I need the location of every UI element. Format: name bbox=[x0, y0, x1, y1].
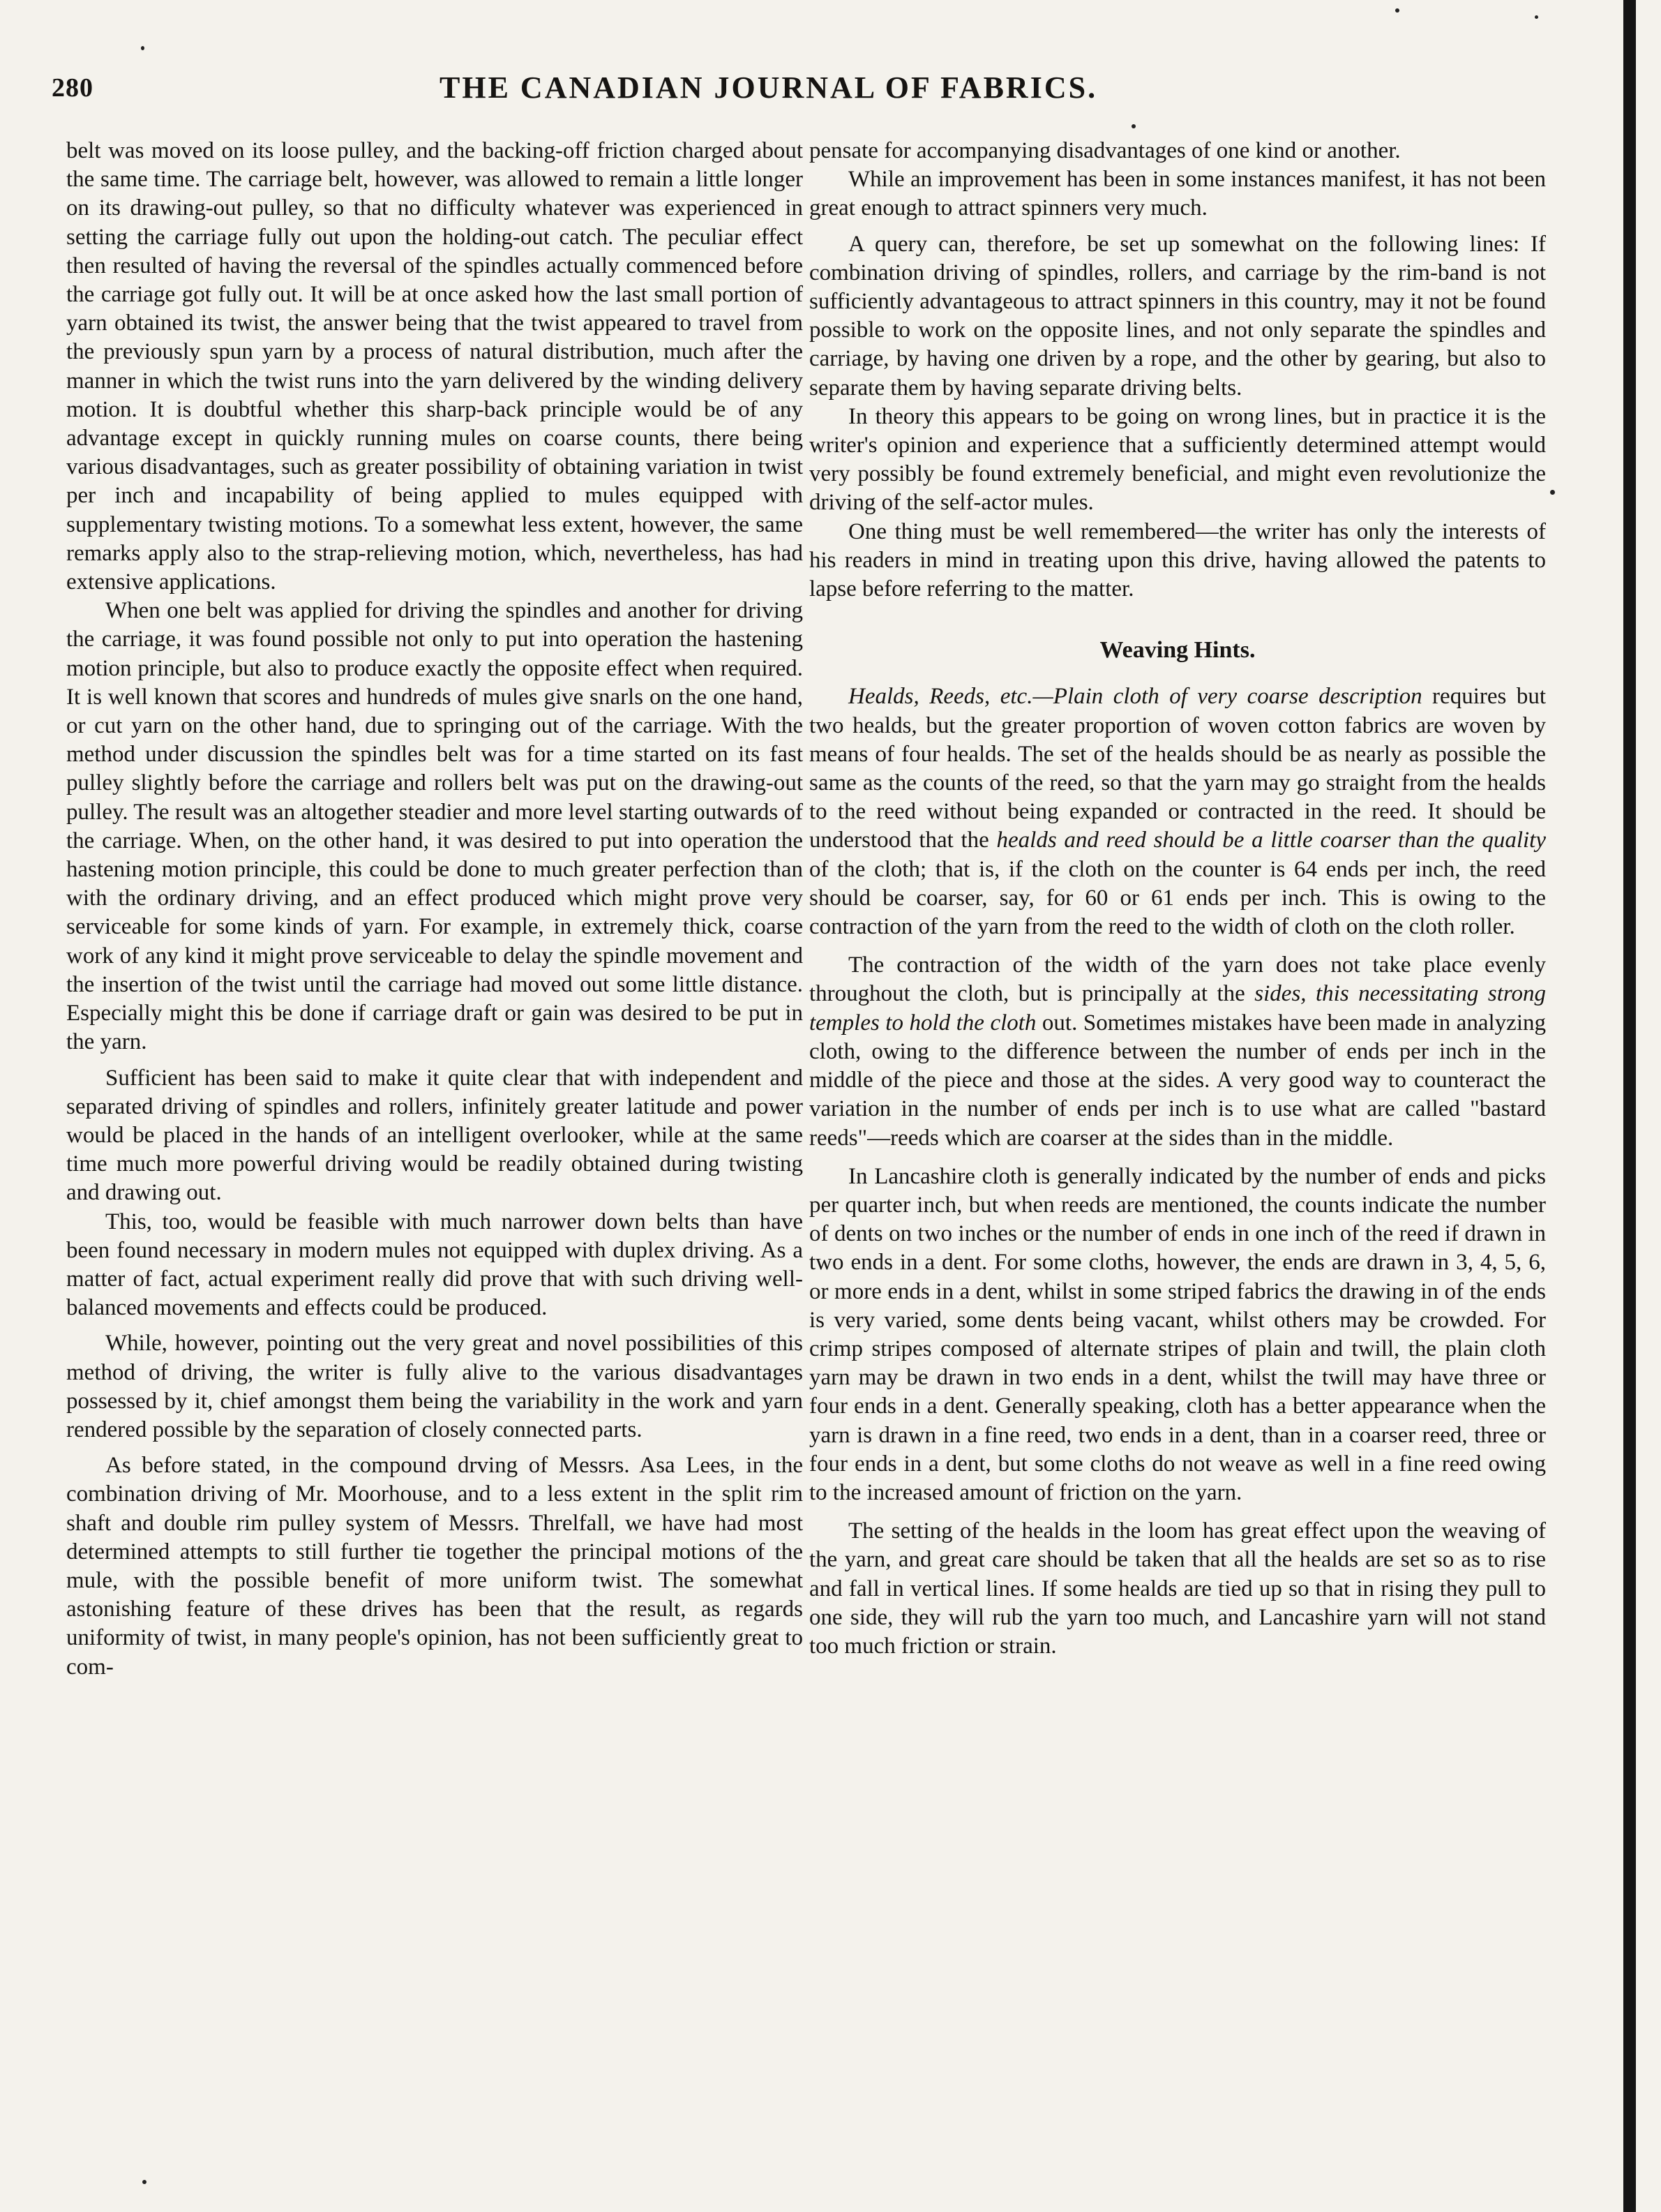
paragraph: In theory this appears to be going on wrong lines, but in practice it is the writer's opinion and experience that a sufficiently determined attempt would very possibly be found extremely beneficial, and might even revolutionize the driving of the self-actor mules. bbox=[809, 403, 1546, 516]
section-heading: Weaving Hints. bbox=[1099, 637, 1256, 664]
paragraph: Sufficient has been said to make it quite clear that with independent and separated driving of spindles and rollers, infinitely greater latitude and power would be placed in the hands of an intelligent overlooker, while at the same time much more powerful driving would be readily obtained during twisting and drawing out. bbox=[66, 1065, 803, 1206]
running-head: THE CANADIAN JOURNAL OF FABRICS. bbox=[439, 70, 1098, 105]
paragraph: While an improvement has been in some instances manifest, it has not been great enough to attract spinners very much. bbox=[809, 167, 1546, 221]
paragraph-text: out. Sometimes mistakes have been made in analyzing cloth, owing to the difference between the number of ends per inch in the middle of the piece and those at the sides. A very good way to counteract the variation in the number of ends per inch is to use what are called "bastard reeds"—reeds which are coarser at the sides than in the middle. bbox=[809, 1010, 1546, 1151]
right-column bbox=[809, 137, 1546, 2181]
paragraph: When one belt was applied for driving the spindles and another for driving the carriage, it was found possible not only to put into operation the hastening motion principle, but also to produce exactly the opposite effect when required. It is well known that scores and hundreds of mules give snarls on the one hand, or cut yarn on the other hand, due to springing out of the carriage. With the method under discussion the spindles belt was for a time started on its fast pulley slightly before the carriage and rollers belt was put on the drawing-out pulley. The result was an altogether steadier and more level starting outwards of the carriage. When, on the other hand, it was desired to put into operation the hastening motion principle, this could be done to much greater perfection than with the ordinary driving, and an effect produced which might prove very serviceable for some kinds of yarn. For example, in extremely thick, coarse work of any kind it might prove serviceable to delay the spindle movement and the insertion of the twist until the carriage had moved out some little distance. Especially might this be done if carriage draft or gain was desired to be put in the yarn. bbox=[66, 598, 803, 1055]
run-in-heading: Healds, Reeds, etc.— bbox=[848, 684, 1053, 710]
paragraph: As before stated, in the compound drving of Messrs. Asa Lees, in the combination driving of Mr. Moorhouse, and to a less extent in the split rim shaft and double rim pulley system of Messrs. Threlfall, we have had most determined attempts to still further tie together the principal motions of the mule, with the possible benefit of more uniform twist. The somewhat astonishing feature of these drives has been that the result, as regards uniformity of twist, in many people's opinion, has not been sufficiently great to com- bbox=[66, 1453, 803, 1680]
paragraph: While, however, pointing out the very great and novel possibilities of this method of driving, the writer is fully alive to the various disadvantages possessed by it, chief amongst them being the variability in the work and yarn rendered possible by the separation of closely connected parts. bbox=[66, 1331, 803, 1442]
italic-text: Plain cloth of very coarse description bbox=[1053, 684, 1422, 710]
print-speck bbox=[1132, 124, 1136, 128]
print-speck bbox=[142, 2180, 146, 2184]
paragraph-healds bbox=[809, 682, 1546, 941]
paragraph-text: The contraction of the width of the yarn does not take place evenly throughout the cloth, but is principally at the bbox=[809, 952, 1546, 1007]
paragraph: One thing must be well remembered—the writer has only the interests of his readers in mind in treating upon this drive, having allowed the patents to lapse before referring to the matter. bbox=[809, 518, 1546, 602]
print-speck bbox=[1395, 8, 1399, 13]
paragraph: pensate for accompanying disadvantages of one kind or another. bbox=[809, 138, 1401, 163]
print-speck bbox=[1550, 490, 1555, 495]
paragraph: belt was moved on its loose pulley, and the backing-off friction charged about the same time. The carriage belt, however, was allowed to remain a little longer on its drawing-out pulley, so that no difficulty whatever was experienced in setting the carriage fully out upon the holding-out catch. The peculiar effect then resulted of having the reversal of the spindles actually commenced before the carriage got fully out. It will be at once asked how the last small portion of yarn obtained its twist, the answer being that the twist appeared to travel from the previously spun yarn by a process of natural distribution, much after the manner in which the twist runs into the yarn delivered by the winding delivery motion. It is doubtful whether this sharp-back principle would be of any advantage except in quickly running mules on coarse counts, there being various disadvantages, such as greater possibility of obtaining variation in twist per inch and incapability of being applied to mules equipped with supplementary twisting motions. To a somewhat less extent, however, the same remarks apply also to the strap-relieving motion, which, nevertheless, has had extensive applications. bbox=[66, 138, 803, 595]
paragraph-text: of the cloth; that is, if the cloth on the counter is 64 ends per inch, the reed should be coarser, say, for 60 or 61 ends per inch. This is owing to the contraction of the yarn from the reed to the width of cloth on the cloth roller. bbox=[809, 856, 1546, 940]
paragraph: In Lancashire cloth is generally indicated by the number of ends and picks per quarter inch, but when reeds are mentioned, the counts indicate the number of dents on two inches or the number of ends in one inch of the reed if drawn in two ends in a dent. For some cloths, however, the ends are drawn in 3, 4, 5, 6, or more ends in a dent, whilst in some striped fabrics the drawing in of the ends is very varied, some dents being vacant, whilst others may be crowded. For crimp stripes composed of alternate stripes of plain and twill, the plain cloth yarn may be drawn in two ends in a dent, whilst the twill may have three or four ends in a dent. Generally speaking, cloth has a better appearance when the yarn is drawn in a fine reed, two ends in a dent, than in a coarser reed, three or four ends in a dent, but some cloths do not weave as well in a fine reed owing to the increased amount of friction on the yarn. bbox=[809, 1163, 1546, 1505]
page-number: 280 bbox=[52, 73, 93, 103]
paragraph: A query can, therefore, be set up somewhat on the following lines: If combination driving of spindles, rollers, and carriage by the rim-band is not sufficiently advantageous to attract spinners in this country, may it not be found possible to work on the opposite lines, and not only separate the spindles and carriage, by having one driven by a rope, and the other by gearing, but also to separate them by having separate driving belts. bbox=[809, 231, 1546, 401]
print-speck bbox=[141, 46, 144, 50]
italic-text: sides, this necessitating strong temples to hold the cloth bbox=[809, 981, 1546, 1036]
paragraph-contraction bbox=[809, 951, 1546, 1152]
print-speck bbox=[1535, 15, 1538, 19]
paragraph: The setting of the healds in the loom has great effect upon the weaving of the yarn, and great care should be taken that all the healds are set so as to rise and fall in vertical lines. If some healds are tied up so that in rising they pull to one side, they will rub the yarn too much, and Lancashire yarn will not stand too much friction or strain. bbox=[809, 1518, 1546, 1659]
paragraph: This, too, would be feasible with much narrower down belts than have been found necessary in modern mules not equipped with duplex driving. As a matter of fact, actual experiment really did prove that with such driving well-balanced movements and effects could be produced. bbox=[66, 1209, 803, 1321]
paragraph-text: requires but two healds, but the greater proportion of woven cotton fabrics are woven by means of four healds. The set of the healds should be as nearly as possible the same as the counts of the reed, so that the yarn may go straight from the healds to the reed without being expanded or contracted in the reed. It should be understood that the bbox=[809, 684, 1546, 853]
left-column bbox=[66, 137, 803, 2181]
italic-text: healds and reed should be a little coarser than the quality bbox=[996, 828, 1546, 853]
binding-edge bbox=[1623, 0, 1636, 2212]
